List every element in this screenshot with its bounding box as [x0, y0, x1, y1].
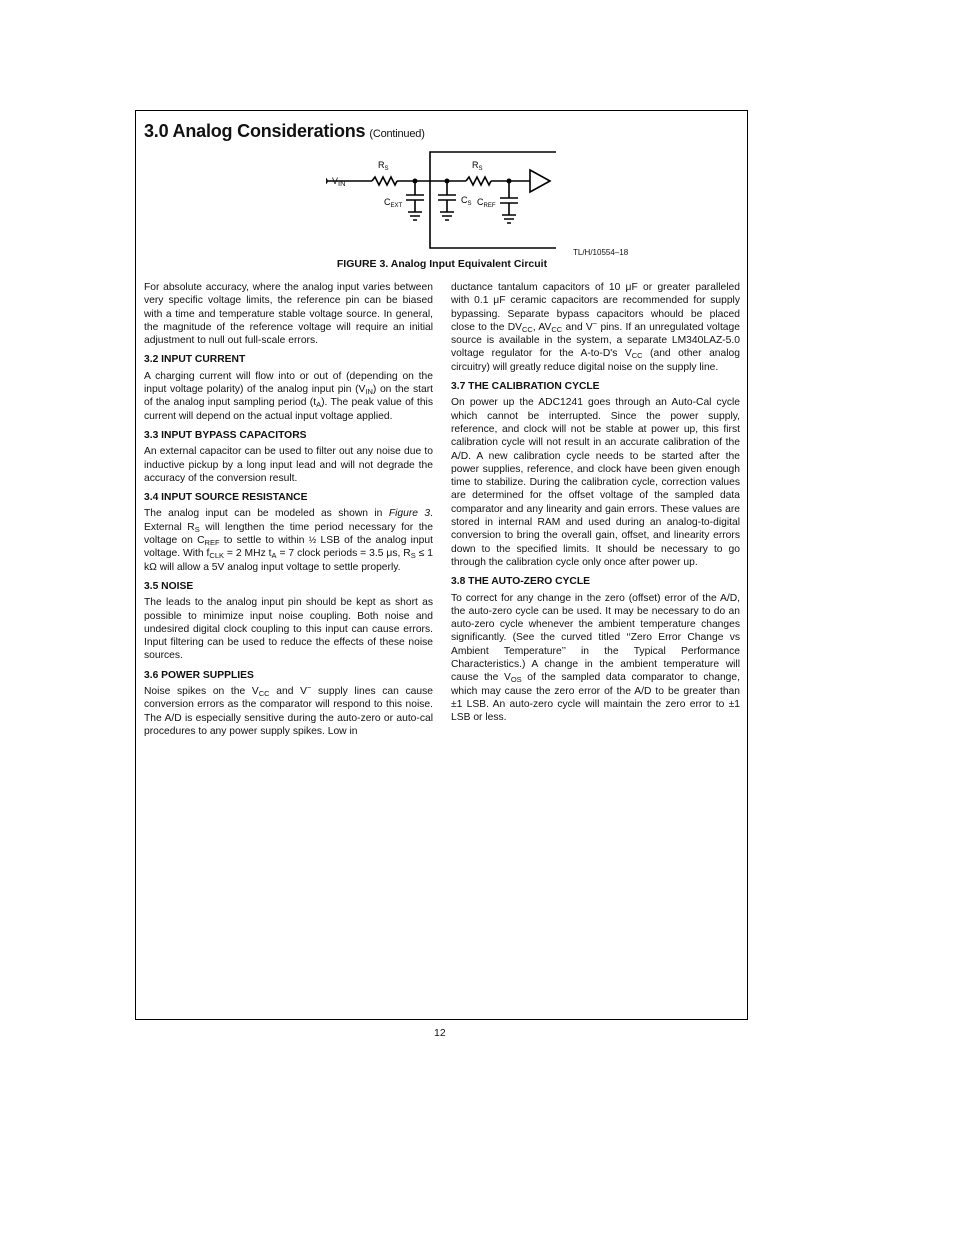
paragraph-power-supplies-continued: ductance tantalum capacitors of 10 μF or greater paralleled with 0.1 μF ceramic capacitors are recommended for supply bypassing. Separate bypass capacitors whould be placed close to the $DV_{CC}$, $AV_{CC}$ and V− pins. If an unregulated voltage source is available in the system, a separate LM340LAZ-5.0 voltage regulator for the A-to-D's $V_{CC}$ (and other analog circuitry) will greatly reduce digital noise on the supply line.	[451, 282, 740, 373]
heading-input-current: 3.2 INPUT CURRENT	[144, 354, 246, 366]
cs-capacitor	[438, 181, 456, 220]
figure-reference: Figure 3	[388, 508, 431, 520]
paragraph-noise: The leads to the analog input pin should be kept as short as possible to minimize input noise coupling. Both noise and undesired digital clock coupling to this input can cause errors. Input filtering can be used to reduce the effects of these noise sources.	[144, 597, 433, 662]
left-column	[144, 281, 433, 744]
cref-capacitor	[500, 181, 518, 223]
rs-external-resistor	[372, 177, 397, 185]
heading-input-bypass: 3.3 INPUT BYPASS CAPACITORS	[144, 429, 307, 441]
continued-label: (Continued)	[369, 128, 425, 140]
vin-terminal	[326, 178, 327, 184]
heading-source-resistance: 3.4 INPUT SOURCE RESISTANCE	[144, 492, 308, 504]
rs-external-label: $R_S$	[378, 160, 389, 172]
section-title	[144, 121, 425, 142]
paragraph-input-bypass: An external capacitor can be used to filter out any noise due to inductive pickup by a long input lead and will not degrade the accuracy of the conversion result.	[144, 446, 433, 484]
intro-paragraph: For absolute accuracy, where the analog input varies between very specific voltage limits, the reference pin can be biased with a time and temperature stable voltage source. In general, the magnitude of the reference voltage will require an initial adjustment to null out full-scale errors.	[144, 282, 433, 347]
vin-letter: V	[332, 176, 339, 186]
paragraph-power-supplies: Noise spikes on the $V_{CC}$ and V− supply lines can cause conversion errors as the comparator will respond to this noise. The A/D is especially sensitive during the auto-zero or auto-cal procedures to any power supply spikes. Low in	[144, 683, 433, 737]
cext-label: $C_{EXT}$	[384, 197, 403, 209]
paragraph-input-current: A charging current will flow into or out of (depending on the input voltage polarity) of the analog input pin $(V_{IN})$ on the start of the analog input sampling period $(t_A)$. The peak value of this current will depend on the actual input voltage applied.	[144, 370, 434, 422]
paragraph-calibration-cycle: On power up the ADC1241 goes through an Auto-Cal cycle which cannot be interrupted. Since the power supply, reference, and clock will not be stable at power up, this first calibration cycle will not result in an accurate calibration of the A/D. A new calibration cycle needs to be started after the power supplies, reference, and clock have been given enough time to stabilize. During the calibration cycle, correction values are determined for the offset voltage of the sampled data comparator and any linearity and gain errors. These values are stored in internal RAM and used during an analog-to-digital conversion to bring the overall gain, offset, and linearity errors down to the specified limits. It should be necessary to go through the calibration cycle only once after power up.	[451, 397, 740, 568]
rs-internal-label: $R_S$	[472, 160, 483, 172]
cs-label: $C_S$	[461, 195, 472, 207]
figure-code: TL/H/10554–18	[573, 248, 629, 257]
figure-caption: FIGURE 3. Analog Input Equivalent Circuit	[336, 258, 548, 270]
vin-subscript: IN	[338, 179, 346, 188]
paragraph-auto-zero-cycle: To correct for any change in the zero (offset) error of the A/D, the auto-zero cycle can be used. It may be necessary to do an auto-zero cycle whenever the ambient temperature changes significantly. (See the curved titled ‘‘Zero Error Change vs Ambient Temperature’’ in the Typical Performance Characteristics.) A change in the ambient temperature will cause the $V_{OS}$ of the sampled data comparator to change, which may cause the zero error of the A/D to be greater than ±1 LSB. An auto-zero cycle will maintain the zero error to ±1 LSB or less.	[451, 592, 740, 724]
paragraph-source-resistance: The analog input can be modeled as shown in Figure 3. External $R_S$ will lengthen the time period necessary for the voltage on $C_{REF}$ to settle to within ½ LSB of the analog input voltage. With $f_{CLK} = 2$ MHz $t_A = 7$ clock periods = 3.5 μs, $R_S \le 1$ kΩ will allow a 5V analog input voltage to settle properly.	[144, 508, 434, 573]
section-title-text: 3.0 Analog Considerations	[144, 121, 366, 141]
analog-input-circuit-diagram	[326, 148, 558, 252]
heading-auto-zero-cycle: 3.8 THE AUTO-ZERO CYCLE	[451, 576, 591, 588]
right-column	[451, 281, 740, 731]
heading-power-supplies: 3.6 POWER SUPPLIES	[144, 669, 254, 681]
junction-dot	[507, 179, 512, 184]
cext-capacitor	[406, 181, 424, 220]
junction-dot	[413, 179, 418, 184]
page-number: 12	[434, 1027, 446, 1039]
comparator-symbol	[530, 170, 550, 192]
heading-calibration-cycle: 3.7 THE CALIBRATION CYCLE	[451, 381, 600, 393]
cref-label: $C_{REF}$	[477, 197, 496, 209]
rs-internal-resistor	[466, 177, 491, 185]
vin-label-overlay	[332, 176, 346, 186]
junction-dot	[445, 179, 450, 184]
heading-noise: 3.5 NOISE	[144, 580, 194, 592]
